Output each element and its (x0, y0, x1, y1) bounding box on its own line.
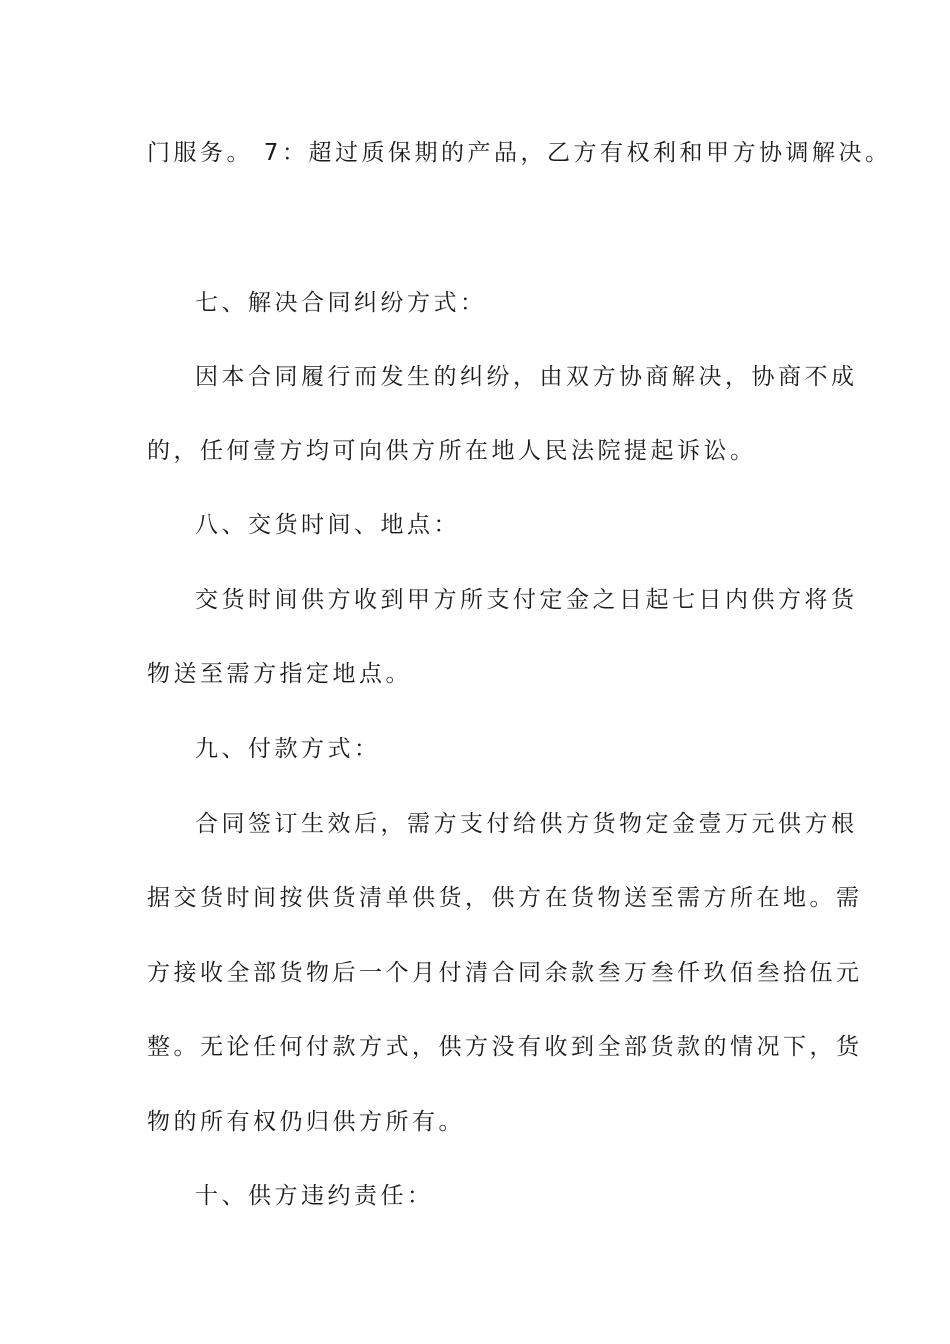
section-8-text-line-2: 物送至需方指定地点。 (147, 661, 412, 687)
section-10-heading: 十、供方违约责任： (195, 1183, 434, 1209)
section-7-text-line-2: 的，任何壹方均可向供方所在地人民法院提起诉讼。 (147, 438, 757, 464)
section-9-heading: 九、付款方式： (195, 736, 381, 762)
section-7-text-line-1: 因本合同履行而发生的纠纷，由双方协商解决，协商不成 (195, 364, 858, 390)
section-7-heading: 七、解决合同纠纷方式： (195, 290, 487, 316)
section-9-text-line-1: 合同签订生效后，需方支付给供方货物定金壹万元供方根 (195, 811, 858, 837)
section-8-text-line-1: 交货时间供方收到甲方所支付定金之日起七日内供方将货 (195, 587, 858, 613)
section-9-text-line-5: 物的所有权仍归供方所有。 (147, 1109, 465, 1135)
clause-6-continuation: 门服务。 7：超过质保期的产品，乙方有权利和甲方协调解决。 (147, 140, 892, 166)
section-9-text-line-4: 整。无论任何付款方式，供方没有收到全部货款的情况下，货 (147, 1034, 863, 1060)
section-9-text-line-2: 据交货时间按供货清单供货，供方在货物送至需方所在地。需 (147, 885, 863, 911)
section-9-text-line-3: 方接收全部货物后一个月付清合同余款叁万叁仟玖佰叁拾伍元 (147, 960, 863, 986)
section-8-heading: 八、交货时间、地点： (195, 512, 460, 538)
